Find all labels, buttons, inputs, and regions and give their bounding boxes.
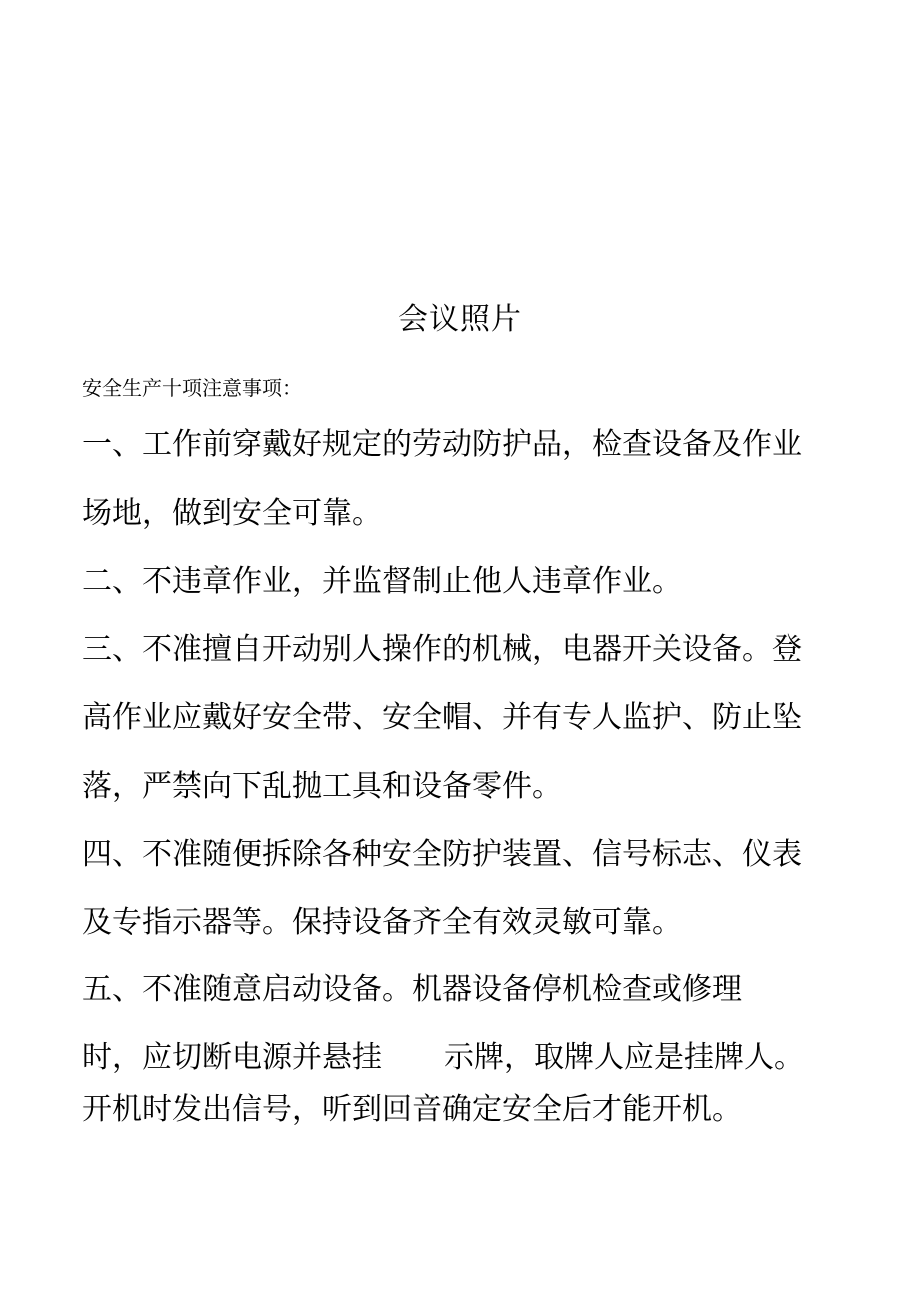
text-line-10-part-1: 时，应切断电源并悬挂 [82,1040,382,1075]
text-line-5: 高作业应戴好安全带、安全帽、并有专人监护、防止坠 [82,700,802,735]
text-line-6: 落，严禁向下乱抛工具和设备零件。 [82,769,562,804]
text-line-1: 一、工作前穿戴好规定的劳动防护品，检查设备及作业 [82,427,802,462]
text-line-7: 四、不准随便拆除各种安全防护装置、信号标志、仪表 [82,837,802,872]
text-line-9: 五、不准随意启动设备。机器设备停机检查或修理 [82,972,742,1007]
text-line-10 [82,1038,842,1078]
text-line-8: 及专指示器等。保持设备齐全有效灵敏可靠。 [82,905,682,940]
text-line-10-part-2: 示牌，取牌人应是挂牌人。 [444,1040,804,1075]
text-line-2: 场地，做到安全可靠。 [82,496,382,531]
text-line-3: 二、不违章作业，并监督制止他人违章作业。 [82,564,682,599]
section-subtitle: 安全生产十项注意事项： [82,376,302,400]
text-line-4: 三、不准擅自开动别人操作的机械，电器开关设备。登 [82,632,802,667]
page-title: 会议照片 [398,302,522,337]
text-line-11: 开机时发出信号，听到回音确定安全后才能开机。 [82,1092,742,1127]
